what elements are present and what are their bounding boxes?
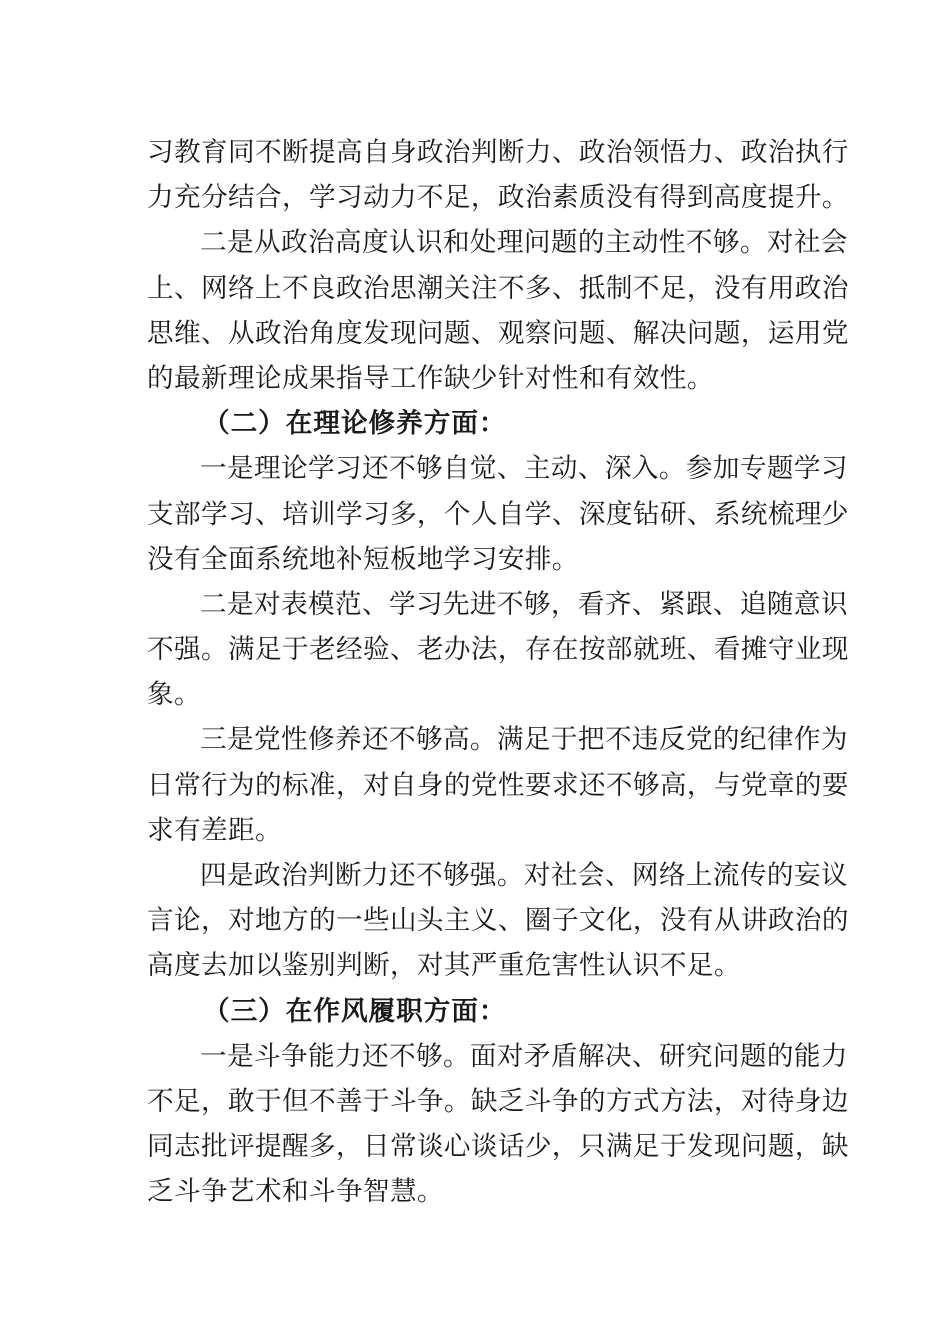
paragraph-start-line: 二是从政治高度认识和处理问题的主动性不够。对社会 bbox=[200, 227, 848, 259]
text-line: 的最新理论成果指导工作缺少针对性和有效性。 bbox=[147, 362, 714, 394]
text-line: 言论，对地方的一些山头主义、圈子文化，没有从讲政治的 bbox=[147, 905, 849, 937]
text-line: 支部学习、培训学习多，个人自学、深度钻研、系统梳理少 bbox=[147, 498, 849, 530]
text-line: 不强。满足于老经验、老办法，存在按部就班、看摊守业现 bbox=[147, 634, 849, 666]
text-line: 同志批评提醒多，日常谈心谈话少，只满足于发现问题，缺 bbox=[147, 1131, 849, 1163]
text-line: 习教育同不断提高自身政治判断力、政治领悟力、政治执行 bbox=[147, 137, 849, 168]
text-line: 求有差距。 bbox=[147, 814, 282, 846]
text-line: 乏斗争艺术和斗争智慧。 bbox=[147, 1176, 444, 1208]
paragraph-start-line: 四是政治判断力还不够强。对社会、网络上流传的妄议 bbox=[200, 860, 848, 891]
paragraph-start-line: 三是党性修养还不够高。满足于把不违反党的纪律作为 bbox=[200, 724, 848, 756]
text-line: 不足，敢于但不善于斗争。缺乏斗争的方式方法，对待身边 bbox=[147, 1085, 849, 1117]
text-line: 日常行为的标准，对自身的党性要求还不够高，与党章的要 bbox=[147, 769, 849, 801]
paragraph-start-line: 一是斗争能力还不够。面对矛盾解决、研究问题的能力 bbox=[200, 1040, 848, 1072]
document-body bbox=[147, 130, 849, 1215]
text-line: 高度去加以鉴别判断，对其严重危害性认识不足。 bbox=[147, 950, 741, 982]
paragraph-start-line: 二是对表模范、学习先进不够，看齐、紧跟、追随意识 bbox=[200, 588, 848, 620]
text-line: 没有全面系统地补短板地学习安排。 bbox=[147, 543, 579, 575]
text-line: 力充分结合，学习动力不足，政治素质没有得到高度提升。 bbox=[147, 182, 849, 214]
text-line: 思维、从政治角度发现问题、观察问题、解决问题，运用党 bbox=[147, 317, 849, 349]
section-heading: （二）在理论修养方面： bbox=[203, 408, 507, 440]
paragraph-start-line: 一是理论学习还不够自觉、主动、深入。参加专题学习 bbox=[200, 453, 848, 485]
text-line: 象。 bbox=[147, 679, 201, 711]
section-heading: （三）在作风履职方面： bbox=[203, 995, 507, 1027]
text-line: 上、网络上不良政治思潮关注不多、抵制不足，没有用政治 bbox=[147, 272, 849, 304]
